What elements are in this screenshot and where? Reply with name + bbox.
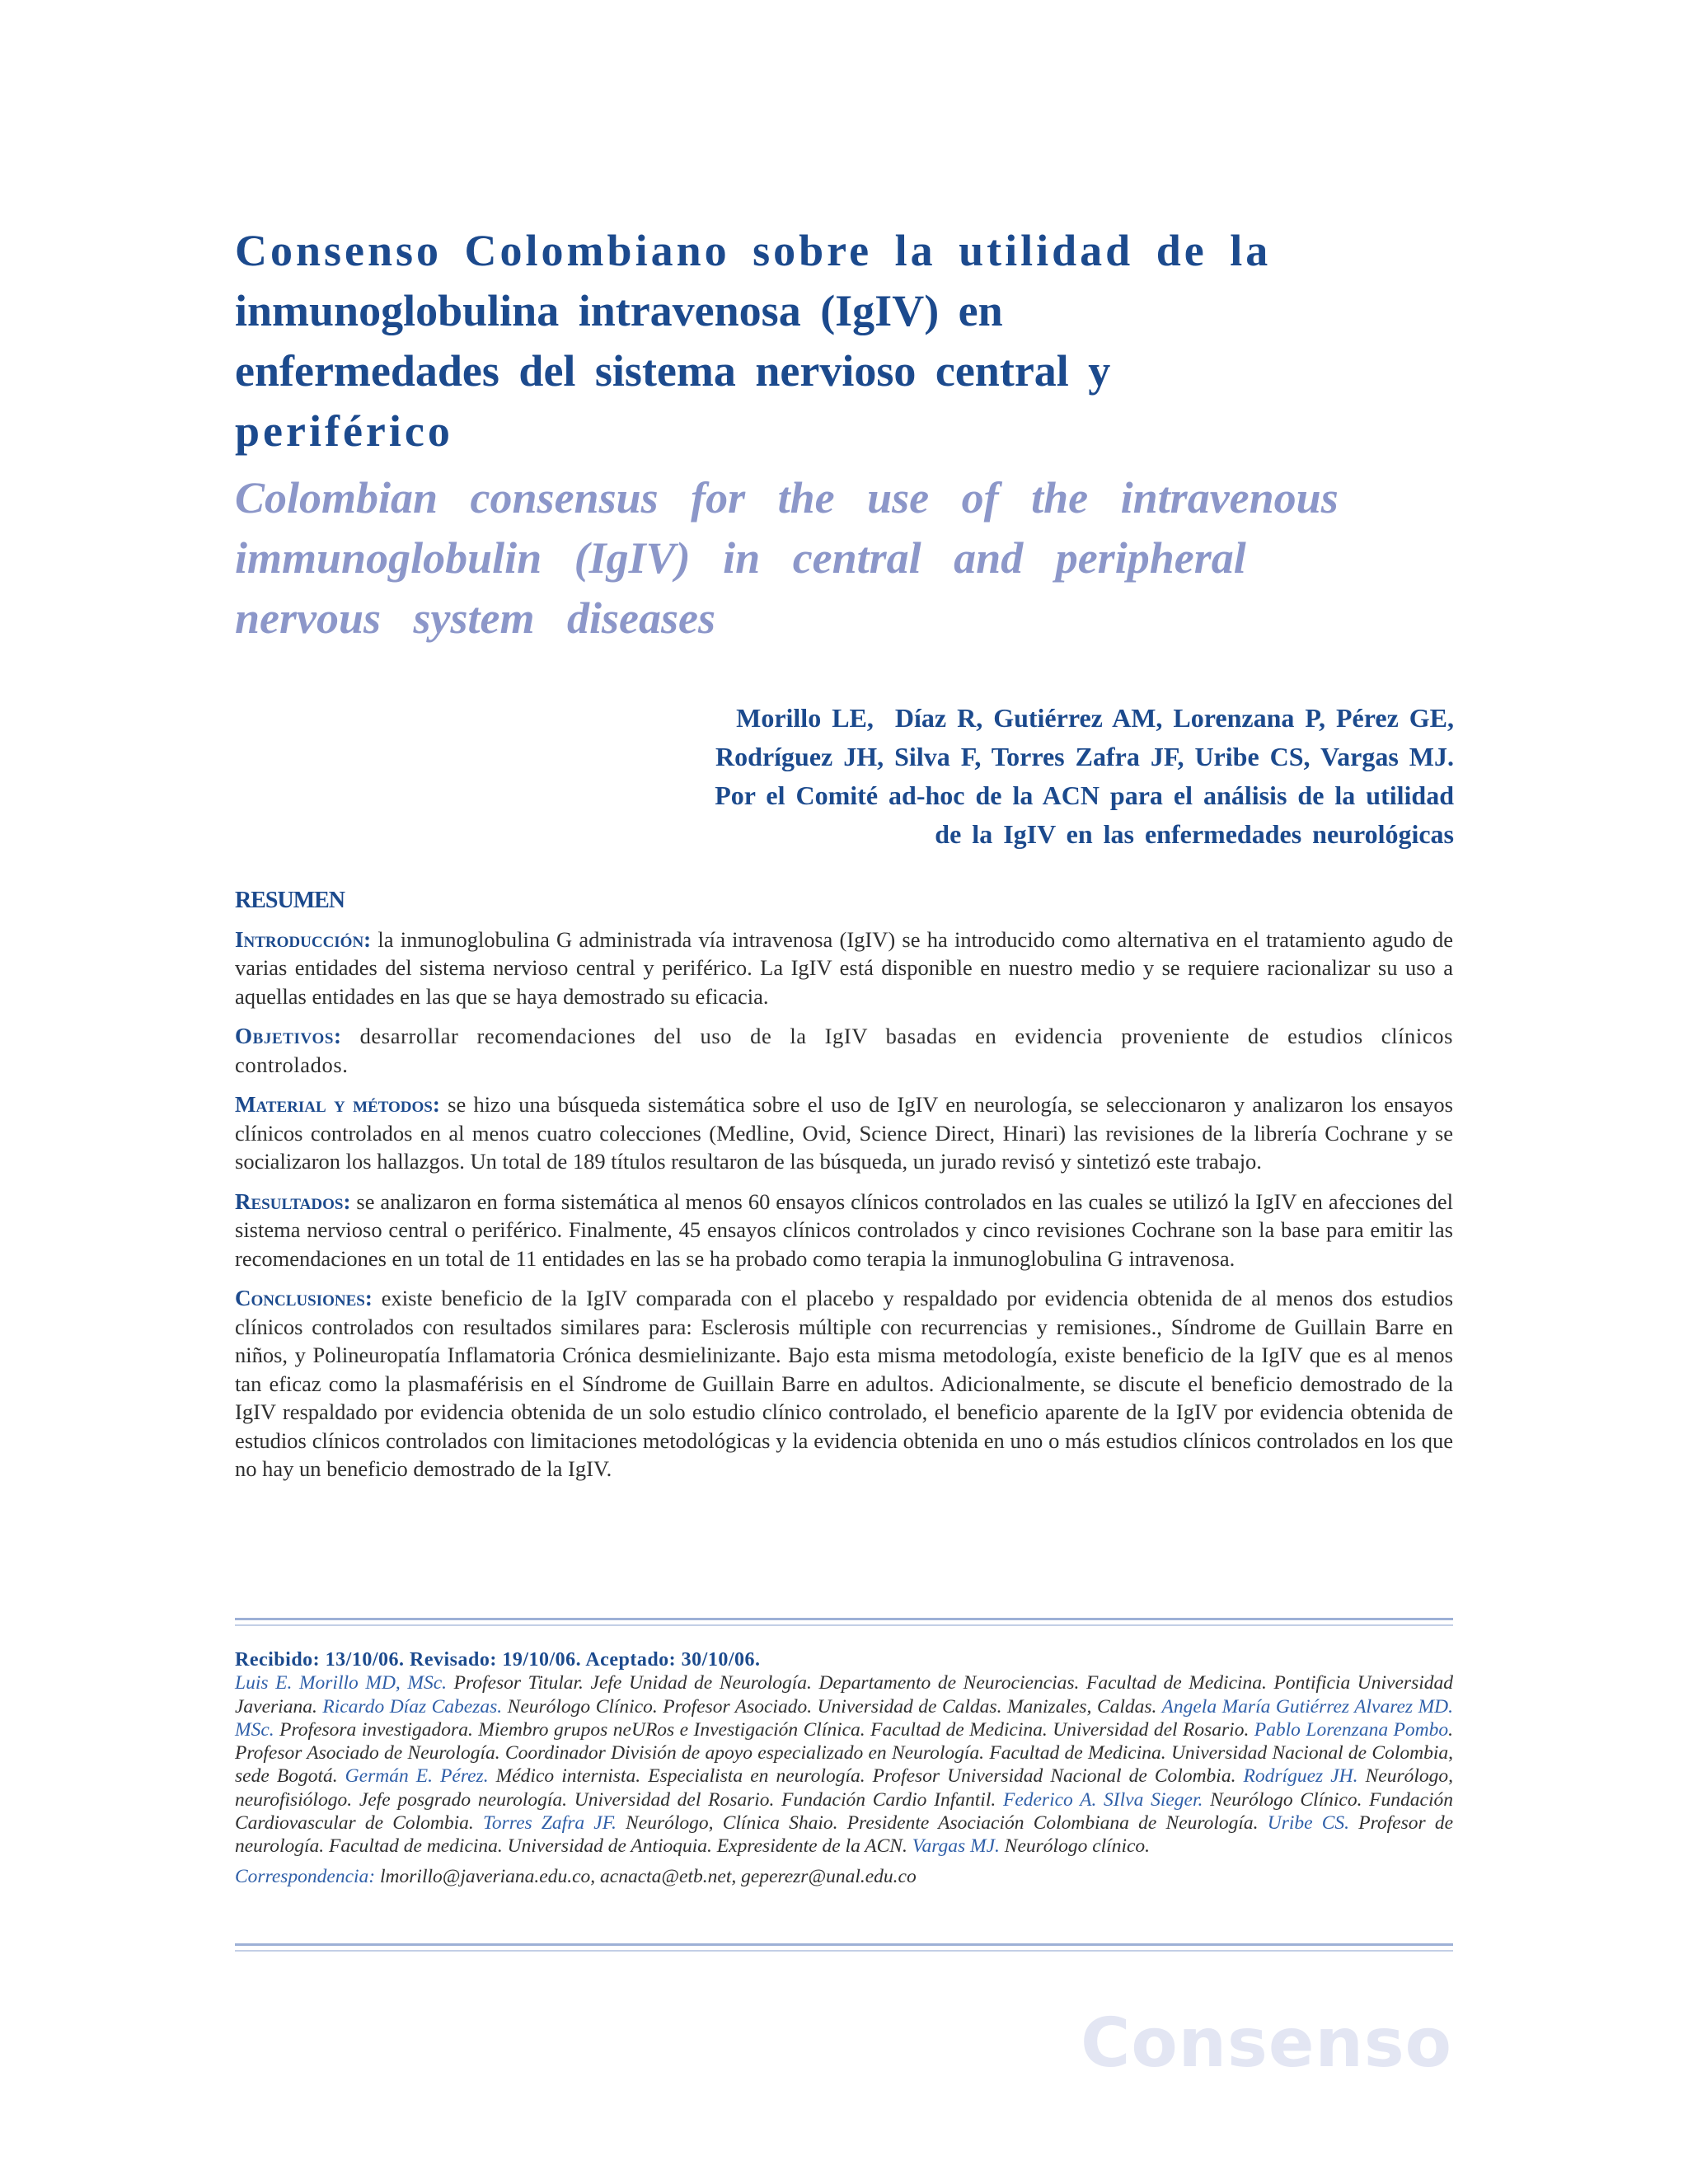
abstract-introduction (235, 926, 1453, 1011)
methods-label: Material y métodos: (235, 1092, 440, 1117)
conclusions-label: Conclusiones: (235, 1286, 373, 1310)
committee-line: Por el Comité ad-hoc de la ACN para el análisis de la utilidad (715, 780, 1454, 810)
author-description: Neurólogo, neurofisiólogo. Jefe posgrado neurología. Universidad del Rosario. Fundación Cardio Infantil. (235, 1765, 1453, 1811)
author-name: Pablo Lorenzana Pombo (1254, 1718, 1449, 1741)
english-title-line: nervous system diseases (235, 593, 715, 643)
objectives-text: desarrollar recomendaciones del uso de la IgIV basadas en evidencia proveniente de estudios clínicos controlados. (235, 1024, 1453, 1077)
author-description: Médico internista. Especialista en neurología. Profesor Universidad Nacional de Colombia. (488, 1765, 1244, 1788)
abstract-section (235, 887, 1453, 1495)
divider-bottom (235, 1943, 1453, 1952)
methods-text: se hizo una búsqueda sistemática sobre el uso de IgIV en neurología, se seleccionaron y analizaron los ensayos clínicos controlados en al menos cuatro colecciones (Medline, Ovid, Science Direct, Hinari) las revisiones de la librería Cochrane y se socializaron los hallazgos. Un total de 189 títulos resultaron de las búsqueda, un jurado revisó y sintetizó este trabajo. (235, 1092, 1453, 1174)
author-name: Uribe CS. (1267, 1812, 1350, 1835)
english-title-line: immunoglobulin (IgIV) in central and peripheral (235, 533, 1246, 583)
spanish-title-line: periférico (235, 406, 453, 456)
results-label: Resultados: (235, 1188, 351, 1214)
author-name: Luis E. Morillo MD, MSc. (235, 1672, 448, 1694)
abstract-conclusions (235, 1284, 1453, 1483)
abstract-results (235, 1188, 1453, 1273)
author-description: Profesor de neurología. Facultad de medicina. Universidad de Antioquia. Expresidente de la ACN. (235, 1812, 1454, 1858)
spanish-title (235, 221, 1282, 462)
author-name: Vargas MJ. (912, 1835, 1000, 1858)
author-line: Rodríguez JH, Silva F, Torres Zafra JF, Uribe CS, Vargas MJ. (715, 742, 1454, 771)
author-name: Angela María Gutiérrez Alvarez MD. MSc. (235, 1695, 1453, 1741)
received-dates: Recibido: 13/10/06. Revisado: 19/10/06. Aceptado: 30/10/06. (235, 1649, 761, 1671)
correspondence (235, 1865, 1453, 1888)
abstract-methods (235, 1090, 1453, 1176)
author-description: Neurólogo Clínico. Fundación Cardiovascular de Colombia. (235, 1788, 1453, 1835)
english-title (235, 468, 1455, 649)
author-affiliations (235, 1648, 1453, 1888)
conclusions-text: existe beneficio de la IgIV comparada con el placebo y respaldado por evidencia obtenida de al menos dos estudios clínicos controlados con resultados similares para: Esclerosis múltiple con recurrencias y remisiones., Síndrome de Guillain Barre en niños, y Polineuropatía Inflamatoria Crónica desmielinizante. Bajo esta misma metodología, existe beneficio de la IgIV que es al menos tan eficaz como la plasmaférisis en el Síndrome de Guillain Barre en adultos. Adicionalmente, se discute el beneficio demostrado de la IgIV respaldado por evidencia obtenida de un solo estudio clínico controlado, el beneficio aparente de la IgIV por evidencia obtenida de estudios clínicos controlados con limitaciones metodológicas y la evidencia obtenida en uno o más estudios clínicos controlados en los que no hay un beneficio demostrado de la IgIV. (235, 1286, 1454, 1481)
committee-line: de la IgIV en las enfermedades neurológicas (935, 819, 1454, 849)
author-name: Federico A. SIlva Sieger. (1002, 1788, 1203, 1811)
divider-top (235, 1618, 1453, 1626)
author-description: Profesor Titular. Jefe Unidad de Neurología. Departamento de Neurociencias. Facultad de Medicina. Pontificia Universidad Javeriana. (235, 1672, 1453, 1718)
affiliation-text (235, 1671, 1453, 1858)
author-description: Neurólogo Clínico. Profesor Asociado. Universidad de Caldas. Manizales, Caldas. (502, 1695, 1162, 1718)
spanish-title-line: enfermedades del sistema nervioso central y (235, 346, 1111, 396)
spanish-title-line: inmunoglobulina intravenosa (IgIV) en (235, 286, 1003, 335)
author-name: Ricardo Díaz Cabezas. (322, 1695, 503, 1718)
author-description: Neurólogo, Clínica Shaio. Presidente Asociación Colombiana de Neurología. (616, 1812, 1268, 1835)
author-block (547, 699, 1454, 854)
author-name: Torres Zafra JF. (483, 1812, 617, 1835)
author-line: Morillo LE, Díaz R, Gutiérrez AM, Lorenzana P, Pérez GE, (736, 703, 1454, 733)
correspondence-emails: lmorillo@javeriana.edu.co, acnacta@etb.net, geperezr@unal.edu.co (375, 1865, 917, 1887)
abstract-objectives (235, 1022, 1453, 1079)
results-text: se analizaron en forma sistemática al menos 60 ensayos clínicos controlados en las cuales se utilizó la IgIV en afecciones del sistema nervioso central o periférico. Finalmente, 45 ensayos clínicos controlados y cinco revisiones Cochrane son la base para emitir las recomendaciones en un total de 11 entidades en las se ha probado como terapia la inmunoglobulina G intravenosa. (235, 1188, 1453, 1271)
author-name: Germán E. Pérez. (345, 1765, 489, 1788)
correspondence-label: Correspondencia: (235, 1865, 376, 1887)
introduction-label: Introducción: (235, 926, 372, 952)
english-title-line: Colombian consensus for the use of the intravenous (235, 473, 1339, 523)
section-watermark: Consenso (1081, 2004, 1452, 2083)
author-description: . Profesor Asociado de Neurología. Coordinador División de apoyo especializado en Neurología. Facultad de Medicina. Universidad Nacional de Colombia, sede Bogotá. (235, 1718, 1453, 1788)
author-description: Profesora investigadora. Miembro grupos neURos e Investigación Clínica. Facultad de Medicina. Universidad del Rosario. (274, 1718, 1254, 1741)
author-name: Rodríguez JH. (1243, 1765, 1358, 1788)
objectives-label: Objetivos: (235, 1024, 342, 1048)
spanish-title-line: Consenso Colombiano sobre la utilidad de la (235, 226, 1272, 275)
introduction-text: la inmunoglobulina G administrada vía intravenosa (IgIV) se ha introducido como alternativa en el tratamiento agudo de varias entidades del sistema nervioso central y periférico. La IgIV está disponible en nuestro medio y se requiere racionalizar su uso a aquellas entidades en las que se haya demostrado su eficacia. (235, 926, 1453, 1009)
abstract-heading: RESUMEN (235, 888, 345, 913)
author-description: Neurólogo clínico. (999, 1835, 1151, 1858)
